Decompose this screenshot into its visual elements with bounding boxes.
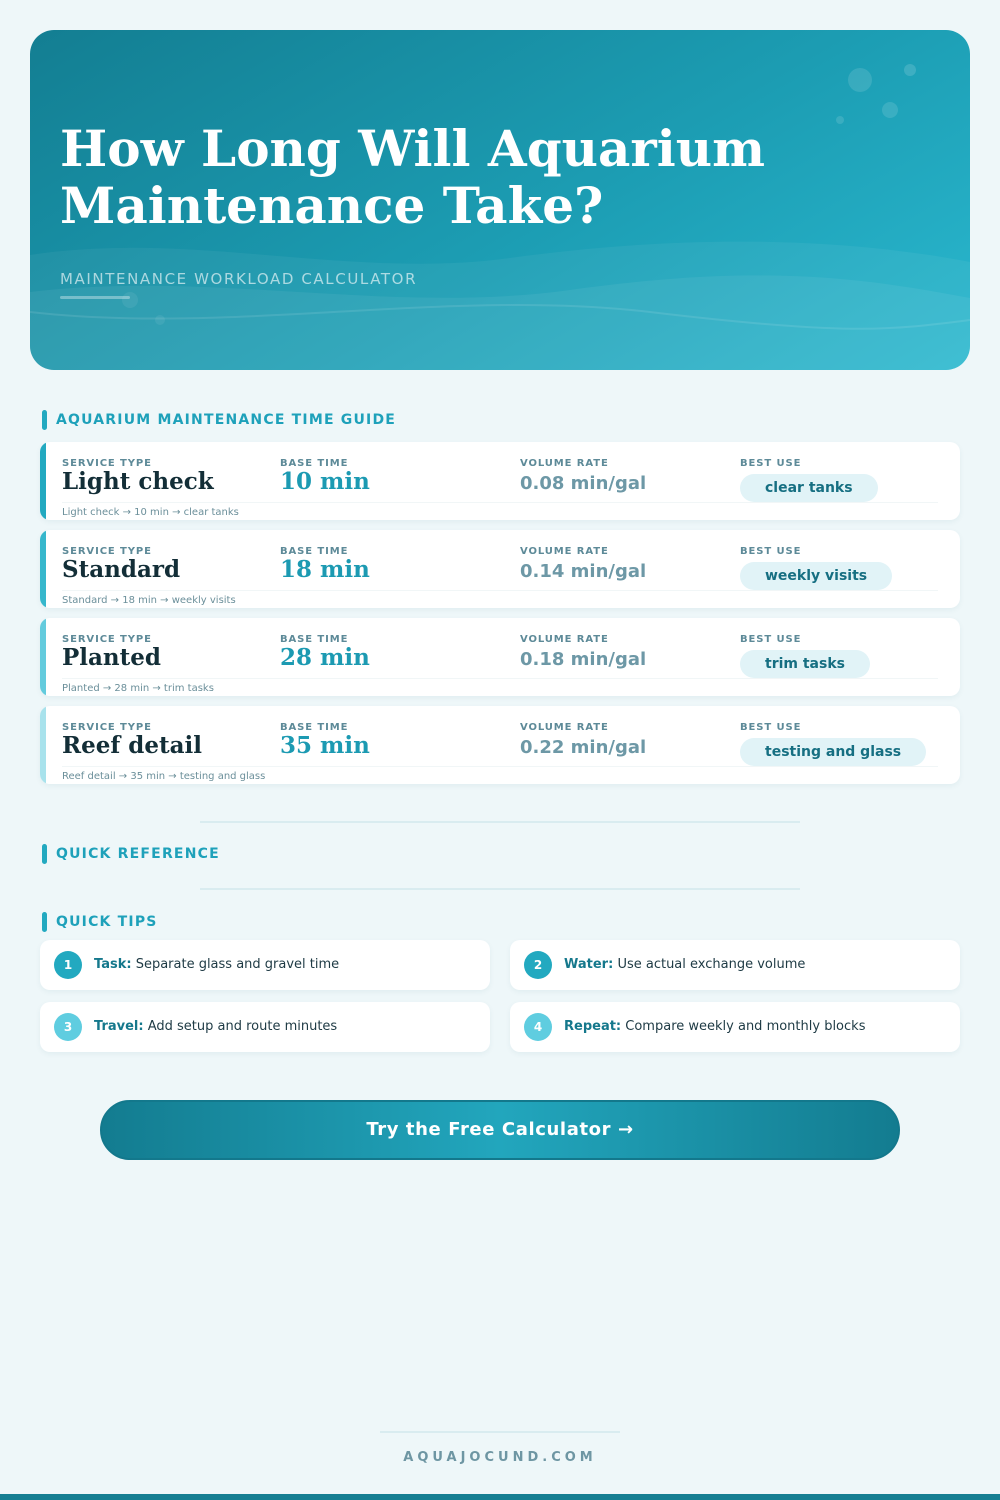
card-divider [62, 766, 938, 767]
bubble-icon [882, 102, 898, 118]
tip-key: Water: [564, 957, 614, 972]
try-calculator-button[interactable]: Try the Free Calculator → [100, 1100, 900, 1160]
volume-rate-label: VOLUME RATE [520, 634, 609, 645]
tip-card-task [40, 940, 490, 990]
bubble-icon [904, 64, 916, 76]
base-time-label: BASE TIME [280, 458, 349, 469]
service-type-label: SERVICE TYPE [62, 722, 152, 733]
service-summary: Planted → 28 min → trim tasks [62, 683, 214, 694]
service-summary: Standard → 18 min → weekly visits [62, 595, 236, 606]
best-use-label: BEST USE [740, 458, 802, 469]
base-time-value: 28 min [280, 644, 370, 671]
tip-body: Use actual exchange volume [617, 957, 806, 972]
base-time-value: 18 min [280, 556, 370, 583]
volume-rate-value: 0.22 min/gal [520, 737, 647, 758]
card-accent [40, 530, 46, 608]
volume-rate-label: VOLUME RATE [520, 722, 609, 733]
tip-number-badge: 2 [524, 951, 552, 979]
volume-rate-value: 0.08 min/gal [520, 473, 647, 494]
best-use-label: BEST USE [740, 634, 802, 645]
service-card-standard [40, 530, 960, 608]
section-heading-label: AQUARIUM MAINTENANCE TIME GUIDE [56, 412, 397, 428]
tip-text [94, 957, 339, 972]
heading-marker [42, 844, 47, 864]
card-accent [40, 618, 46, 696]
service-type-label: SERVICE TYPE [62, 634, 152, 645]
section-divider [200, 821, 800, 823]
tip-body: Compare weekly and monthly blocks [625, 1019, 866, 1034]
service-type-label: SERVICE TYPE [62, 458, 152, 469]
volume-rate-value: 0.18 min/gal [520, 649, 647, 670]
base-time-label: BASE TIME [280, 634, 349, 645]
card-divider [62, 502, 938, 503]
base-time-value: 35 min [280, 732, 370, 759]
section-divider [200, 888, 800, 890]
bubble-icon [848, 68, 872, 92]
best-use-label: BEST USE [740, 546, 802, 557]
card-accent [40, 442, 46, 520]
best-use-label: BEST USE [740, 722, 802, 733]
hero-subtitle: MAINTENANCE WORKLOAD CALCULATOR [60, 270, 418, 288]
tip-text [564, 957, 805, 972]
best-use-badge: testing and glass [740, 738, 926, 766]
service-summary: Reef detail → 35 min → testing and glass [62, 771, 266, 782]
tip-number-badge: 4 [524, 1013, 552, 1041]
tip-number-badge: 3 [54, 1013, 82, 1041]
heading-marker [42, 410, 47, 430]
tip-key: Task: [94, 957, 132, 972]
service-card-planted [40, 618, 960, 696]
card-divider [62, 590, 938, 591]
bottom-accent-bar [0, 1494, 1000, 1500]
tip-number-badge: 1 [54, 951, 82, 979]
subtitle-underline [60, 296, 130, 299]
footer-divider [380, 1431, 620, 1433]
service-type-label: SERVICE TYPE [62, 546, 152, 557]
bubble-icon [836, 116, 844, 124]
tip-body: Separate glass and gravel time [135, 957, 340, 972]
base-time-label: BASE TIME [280, 722, 349, 733]
heading-marker [42, 912, 47, 932]
base-time-label: BASE TIME [280, 546, 349, 557]
best-use-badge: trim tasks [740, 650, 870, 678]
service-card-reef-detail [40, 706, 960, 784]
tip-card-repeat [510, 1002, 960, 1052]
card-accent [40, 706, 46, 784]
best-use-badge: weekly visits [740, 562, 892, 590]
volume-rate-label: VOLUME RATE [520, 546, 609, 557]
service-summary: Light check → 10 min → clear tanks [62, 507, 239, 518]
tip-card-travel [40, 1002, 490, 1052]
bubble-icon [155, 315, 165, 325]
card-divider [62, 678, 938, 679]
best-use-badge: clear tanks [740, 474, 878, 502]
section-heading-label: QUICK TIPS [56, 914, 158, 930]
page-title: How Long Will Aquarium Maintenance Take? [60, 119, 766, 235]
bubble-icon [122, 292, 138, 308]
service-card-light-check [40, 442, 960, 520]
footer-site-link[interactable]: AQUAJOCUND.COM [403, 1450, 597, 1465]
volume-rate-label: VOLUME RATE [520, 458, 609, 469]
service-name: Reef detail [62, 732, 202, 759]
tip-text [94, 1019, 337, 1034]
tip-text [564, 1019, 865, 1034]
tip-body: Add setup and route minutes [147, 1019, 338, 1034]
section-heading-label: QUICK REFERENCE [56, 846, 220, 862]
volume-rate-value: 0.14 min/gal [520, 561, 647, 582]
tip-card-water [510, 940, 960, 990]
service-name: Standard [62, 556, 181, 583]
base-time-value: 10 min [280, 468, 370, 495]
tip-key: Repeat: [564, 1019, 622, 1034]
hero-banner [30, 30, 970, 370]
service-name: Planted [62, 644, 161, 671]
service-name: Light check [62, 468, 214, 495]
tip-key: Travel: [94, 1019, 144, 1034]
